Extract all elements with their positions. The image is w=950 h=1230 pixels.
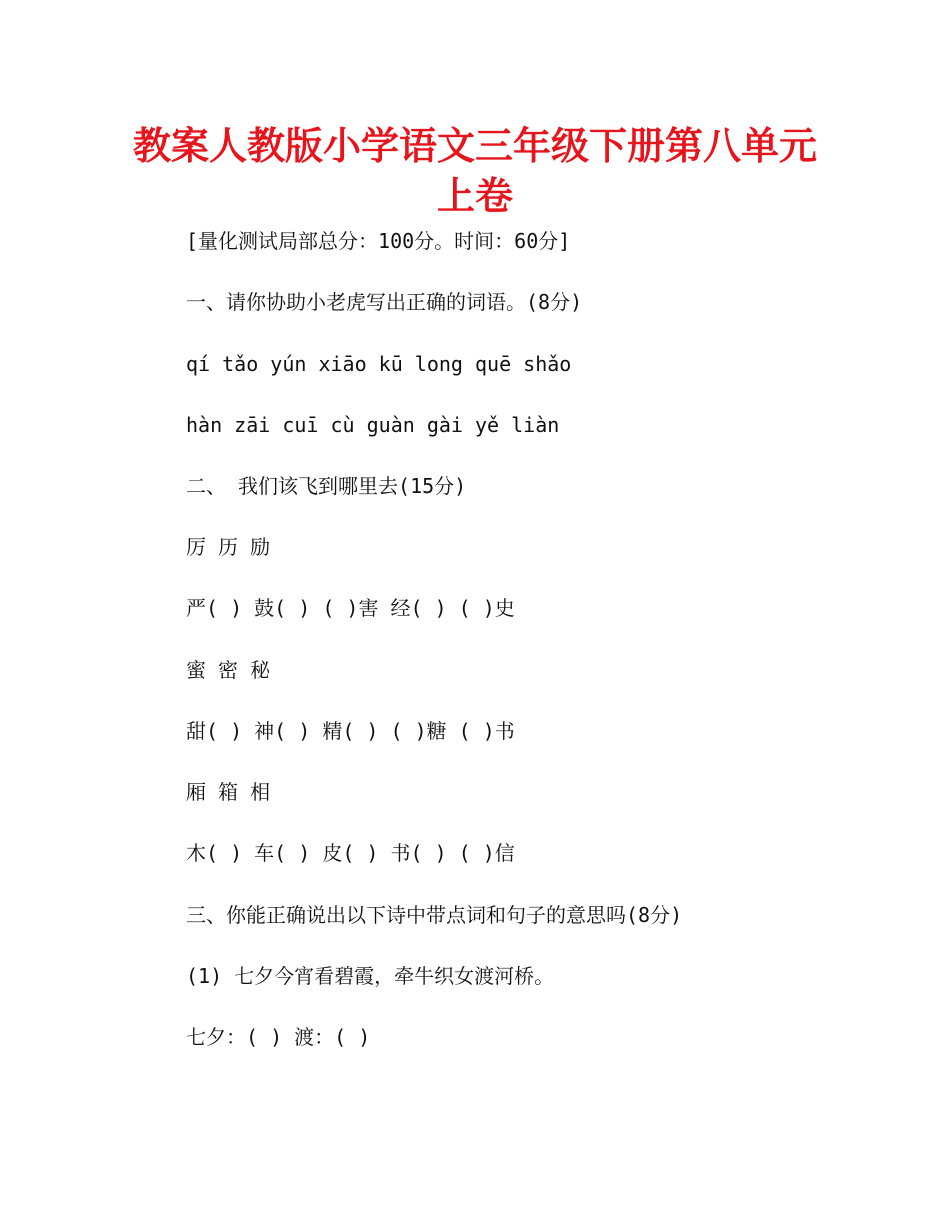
score-time-note: [量化测试局部总分：100分。时间：60分] <box>186 229 571 253</box>
char-group-3: 厢 箱 相 <box>186 780 271 804</box>
section-3-heading: 三、你能正确说出以下诗中带点词和句子的意思吗(8分) <box>186 903 683 927</box>
poem-question-1: 七夕：( ) 渡：( ) <box>186 1025 371 1049</box>
document-title-line-2: 上卷 <box>436 174 513 218</box>
fill-blank-row-3: 木( ) 车( ) 皮( ) 书( ) ( )信 <box>186 841 515 865</box>
document-title-line-1: 教案人教版小学语文三年级下册第八单元 <box>132 124 817 168</box>
char-group-1: 厉 历 励 <box>186 535 271 559</box>
pinyin-row-1: qí tǎo yún xiāo kū long quē shǎo <box>186 352 572 376</box>
fill-blank-row-1: 严( ) 鼓( ) ( )害 经( ) ( )史 <box>186 596 515 620</box>
section-2-heading: 二、 我们该飞到哪里去(15分) <box>186 474 467 498</box>
fill-blank-row-2: 甜( ) 神( ) 精( ) ( )糖 ( )书 <box>186 719 515 743</box>
pinyin-row-2: hàn zāi cuī cù guàn gài yě liàn <box>186 413 560 437</box>
char-group-2: 蜜 密 秘 <box>186 658 271 682</box>
poem-line-1: (1) 七夕今宵看碧霞，牵牛织女渡河桥。 <box>186 964 555 988</box>
section-1-heading: 一、请你协助小老虎写出正确的词语。(8分) <box>186 290 583 314</box>
